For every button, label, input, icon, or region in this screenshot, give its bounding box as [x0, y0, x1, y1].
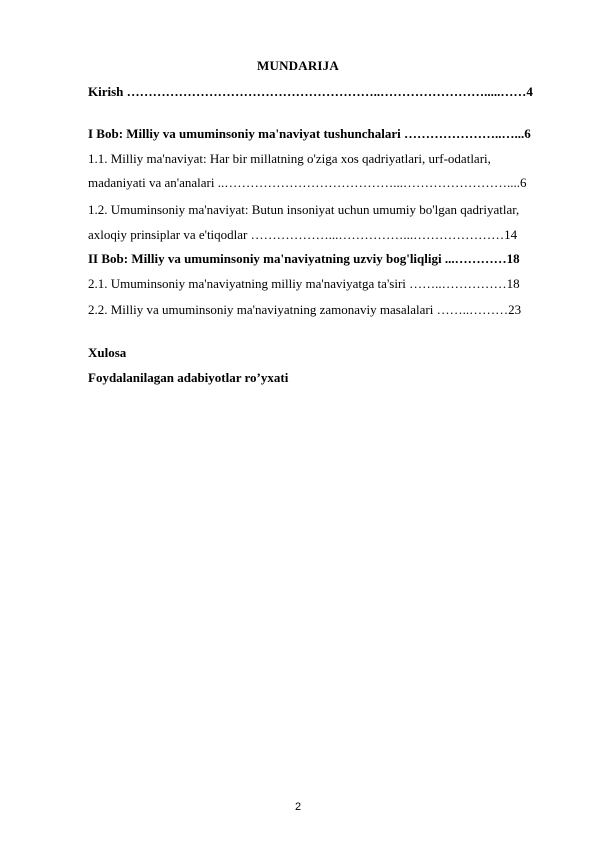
- toc-entry-section-2-2: 2.2. Milliy va umuminsoniy ma'naviyatning zamonaviy masalalari ……..………23: [88, 302, 522, 317]
- toc-entry-section-2-1: 2.1. Umuminsoniy ma'naviyatning milliy ma'naviyatga ta'siri ……..……………18: [88, 276, 520, 291]
- toc-entry-section-1-1-line-2: madaniyati va an'analari ..…………………………………...……………………....6: [88, 175, 527, 190]
- toc-entry-conclusion: Xulosa: [88, 345, 127, 360]
- page-number: 2: [294, 801, 302, 813]
- toc-entry-chapter-2: II Bob: Milliy va umuminsoniy ma'naviyatning uzviy bog'liqligi ...…………18: [88, 251, 520, 266]
- toc-entry-section-1-2-line-1: 1.2. Umuminsoniy ma'naviyat: Butun insoniyat uchun umumiy bo'lgan qadriyatlar,: [88, 202, 520, 217]
- toc-entry-introduction: Kirish …………………………………………………..…………………….....……4: [88, 84, 533, 99]
- toc-entry-section-1-1-line-1: 1.1. Milliy ma'naviyat: Har bir millatning o'ziga xos qadriyatlari, urf-odatlari,: [88, 151, 491, 166]
- toc-entry-section-1-2-line-2: axloqiy prinsiplar va e'tiqodlar ………………...……………...…………………14: [88, 227, 518, 242]
- document-title: MUNDARIJA: [257, 58, 339, 73]
- toc-entry-chapter-1: I Bob: Milliy va umuminsoniy ma'naviyat tushunchalari …………………..…...6: [88, 126, 531, 141]
- toc-entry-bibliography: Foydalanilagan adabiyotlar ro’yxati: [88, 370, 289, 385]
